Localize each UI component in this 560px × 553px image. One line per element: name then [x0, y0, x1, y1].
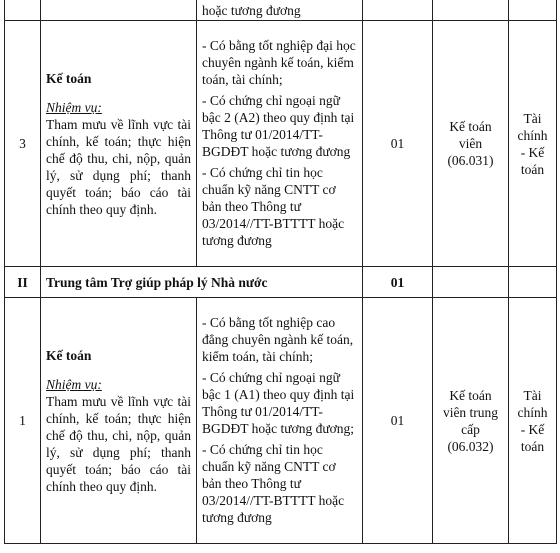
requirements-cell	[197, 298, 363, 544]
position-title: Kế toán	[46, 347, 92, 363]
requirement-it: - Có chứng chỉ tin học chuẩn kỹ năng CNTT cơ bản theo Thông tư 03/2014//TT-BTTTT hoặc tương đương	[202, 165, 345, 248]
unit-name: Trung tâm Trợ giúp pháp lý Nhà nước	[46, 274, 268, 290]
section-number: II	[17, 274, 28, 290]
field-cell	[509, 267, 557, 298]
field-value: Tài chính - Kế toán	[517, 110, 548, 177]
section-row	[5, 267, 557, 298]
section-number-cell	[5, 267, 41, 298]
unit-name-cell	[41, 267, 363, 298]
stt-cell	[5, 21, 41, 267]
quantity-cell	[363, 0, 433, 21]
quantity-value: 01	[390, 413, 405, 428]
duty-label: Nhiệm vụ:	[46, 376, 102, 392]
table-row	[5, 298, 557, 544]
duty-label: Nhiệm vụ:	[46, 99, 102, 115]
requirement-degree: - Có bằng tốt nghiệp cao đẳng chuyên ngành kế toán, kiểm toán, tài chính;	[202, 315, 354, 364]
requirement-language: - Có chứng chỉ ngoại ngữ bậc 2 (A2) theo quy định tại Thông tư 01/2014/TT-BGDĐT hoặc tương đương	[202, 93, 355, 159]
stt-number: 1	[19, 413, 26, 428]
requirements-cell	[197, 0, 363, 21]
field-cell	[509, 21, 557, 267]
position-cell	[41, 0, 197, 21]
duty-text: Tham mưu về lĩnh vực tài chính, kế toán; thực hiện chế độ thu, chi, nộp, quản lý, sử dụng phí; thanh quyết toán; báo cáo tài chính theo quy định.	[46, 393, 191, 494]
stt-cell	[5, 298, 41, 544]
rank-cell	[433, 298, 509, 544]
section-quantity-cell	[363, 267, 433, 298]
stt-cell	[5, 0, 41, 21]
section-quantity: 01	[390, 274, 405, 290]
requirements-cell	[197, 21, 363, 267]
quantity-value: 01	[390, 136, 405, 151]
field-cell	[509, 298, 557, 544]
table-row-continued	[5, 0, 557, 21]
position-cell	[41, 298, 197, 544]
stt-number: 3	[19, 136, 26, 151]
rank-value: Kế toán viên trung cấp (06.032)	[442, 387, 499, 454]
position-title: Kế toán	[46, 70, 92, 86]
field-value: Tài chính - Kế toán	[517, 387, 548, 454]
requirements-tail: hoặc tương đương	[202, 3, 301, 18]
rank-cell	[433, 21, 509, 267]
rank-cell	[433, 0, 509, 21]
recruitment-table	[4, 0, 557, 544]
rank-value: Kế toán viên (06.031)	[447, 119, 494, 168]
position-cell	[41, 21, 197, 267]
field-cell	[509, 0, 557, 21]
rank-cell	[433, 267, 509, 298]
quantity-cell	[363, 21, 433, 267]
quantity-cell	[363, 298, 433, 544]
table-row	[5, 21, 557, 267]
duty-text: Tham mưu về lĩnh vực tài chính, kế toán; thực hiện chế độ thu, chi, nộp, quản lý, sử dụng phí; thanh quyết toán; báo cáo tài chính theo quy định.	[46, 116, 191, 217]
requirement-it: - Có chứng chỉ tin học chuẩn kỹ năng CNTT cơ bản theo Thông tư 03/2014//TT-BTTTT hoặc tương đương	[202, 442, 345, 525]
requirement-language: - Có chứng chỉ ngoại ngữ bậc 1 (A1) theo quy định tại Thông tư 01/2014/TT-BGDĐT hoặc tương đương;	[202, 370, 355, 436]
requirement-degree: - Có bằng tốt nghiệp đại học chuyên ngành kế toán, kiểm toán, tài chính;	[202, 38, 356, 87]
